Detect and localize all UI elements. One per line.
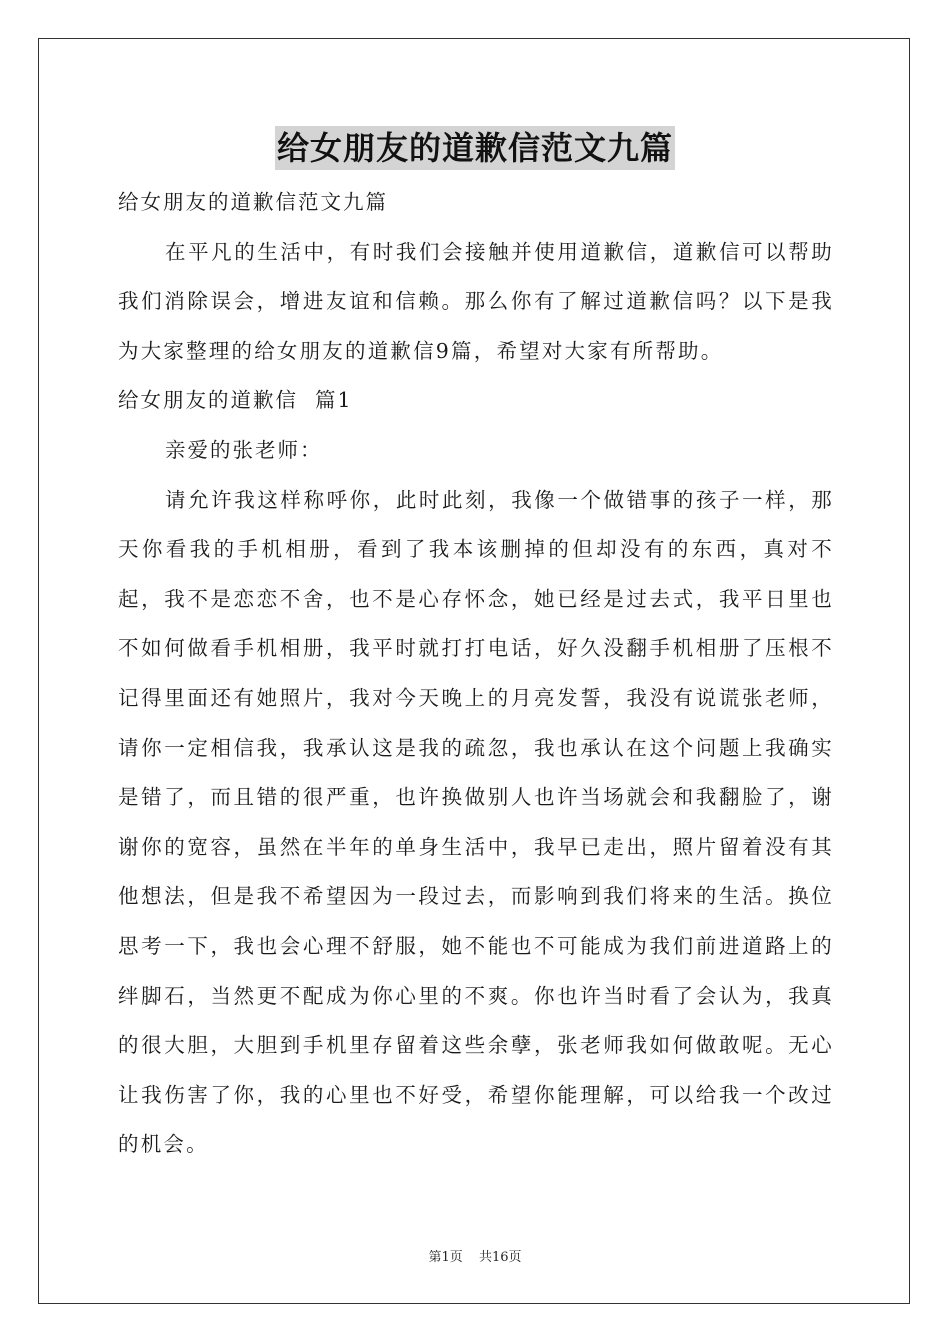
document-subtitle: 给女朋友的道歉信范文九篇 bbox=[118, 190, 388, 214]
document-title: 给女朋友的道歉信范文九篇 bbox=[275, 126, 675, 170]
page-total: 共16页 bbox=[478, 1250, 522, 1265]
salutation: 亲爱的张老师： bbox=[165, 437, 323, 462]
title-area bbox=[0, 126, 950, 170]
letter-body-paragraph: 请允许我这样称呼你，此时此刻，我像一个做错事的孩子一样，那天你看我的手机相册，看到了我本该删掉的但却没有的东西，真对不起，我不是恋恋不舍，也不是心存怀念，她已经是过去式，我平日里也不如何做看手机相册，我平时就打打电话，好久没翻手机相册了压根不记得里面还有她照片，我对今天晚上的月亮发誓，我没有说谎张老师，请你一定相信我，我承认这是我的疏忽，我也承认在这个问题上我确实是错了，而且错的很严重，也许换做别人也许当场就会和我翻脸了，谢谢你的宽容，虽然在半年的单身生活中，我早已走出，照片留着没有其他想法，但是我不希望因为一段过去，而影响到我们将来的生活。换位思考一下，我也会心理不舒服，她不能也不可能成为我们前进道路上的绊脚石，当然更不配成为你心里的不爽。你也许当时看了会认为，我真的很大胆，大胆到手机里存留着这些余孽，张老师我如何做敢呢。无心让我伤害了你，我的心里也不好受，希望你能理解，可以给我一个改过的机会。 bbox=[118, 487, 834, 1157]
page-footer bbox=[0, 1246, 950, 1265]
section-heading: 给女朋友的道歉信 篇1 bbox=[118, 388, 353, 413]
page-number: 第1页 bbox=[428, 1250, 463, 1265]
document-body bbox=[118, 178, 834, 1170]
intro-paragraph: 在平凡的生活中，有时我们会接触并使用道歉信，道歉信可以帮助我们消除误会，增进友谊和信赖。那么你有了解过道歉信吗？以下是我为大家整理的给女朋友的道歉信9篇，希望对大家有所帮助。 bbox=[118, 239, 834, 363]
